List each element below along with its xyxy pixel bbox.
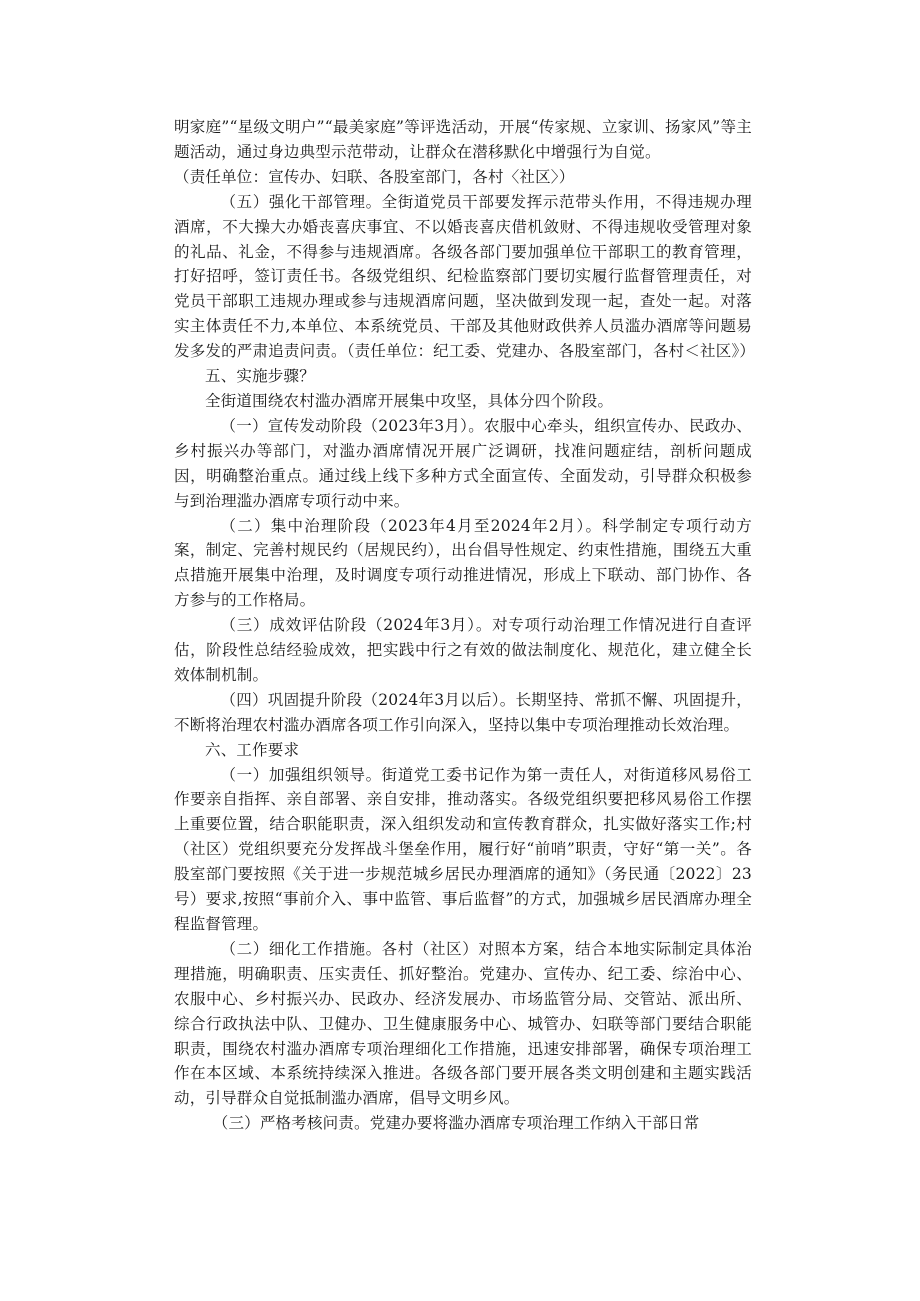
- section-heading-implementation-steps: 五、实施步骤？: [205, 367, 315, 386]
- paragraph-organizational-leadership: （一）加强组织领导。街道党工委书记作为第一责任人，对街道移风易俗工作要亲自指挥、亲自部署、亲自安排，推动落实。各级党组织要把移风易俗工作摆上重要位置，结合职能职责，深入组织发动和宣传教育群众，扎实做好落实工作;村（社区）党组织要充分发挥战斗堡垒作用，履行好“前哨”职责，守好“第一关”。各股室部门要按照《关于进一步规范城乡居民办理酒席的通知》（务民通〔2022〕23号）要求,按照“事前介入、事中监管、事后监督”的方式，加强城乡居民酒席办理全程监督管理。: [174, 765, 752, 933]
- section-heading-work-requirements: 六、工作要求: [205, 740, 300, 759]
- document-body: [174, 115, 756, 1136]
- paragraph-cadre-management: （五）强化干部管理。全街道党员干部要发挥示范带头作用，不得违规办理酒席，不大操大办婚丧喜庆事宜、不以婚丧喜庆借机敛财、不得违规收受管理对象的礼品、礼金，不得参与违规酒席。各级各部门要加强单位干部职工的教育管理，打好招呼，签订责任书。各级党组织、纪检监察部门要切实履行监督管理责任，对党员干部职工违规办理或参与违规酒席问题，坚决做到发现一起，查处一起。对落实主体责任不力,本单位、本系统党员、干部及其他财政供养人员滥办酒席等问题易发多发的严肃追责问责。（责任单位：纪工委、党建办、各股室部门，各村＜社区》）: [174, 192, 756, 361]
- paragraph-four-stages-intro: 全街道围绕农村滥办酒席开展集中攻坚，具体分四个阶段。: [205, 391, 614, 410]
- paragraph-stage-concentrated-governance: （二）集中治理阶段（2023年4月至2024年2月）。科学制定专项行动方案，制定、完善村规民约（居规民约），出台倡导性规定、约束性措施，围绕五大重点措施开展集中治理，及时调度专项行动推进情况，形成上下联动、部门协作、各方参与的工作格局。: [174, 516, 752, 610]
- paragraph-stage-evaluation: （三）成效评估阶段（2024年3月）。对专项行动治理工作情况进行自查评估，阶段性总结经验成效，把实践中行之有效的做法制度化、规范化，建立健全长效体制机制。: [174, 616, 752, 684]
- paragraph-responsibility-units-1: （责任单位：宣传办、妇联、各股室部门，各村〈社区〉）: [174, 167, 575, 186]
- paragraph-stage-publicity: （一）宣传发动阶段（2023年3月）。农服中心牵头，组织宣传办、民政办、乡村振兴办等部门，对滥办酒席情况开展广泛调研，找准问题症结，剖析问题成因，明确整治重点。通过线上线下多种方式全面宣传、全面发动，引导群众积极参与到治理滥办酒席专项行动中来。: [174, 416, 752, 510]
- paragraph-refine-measures: （二）细化工作措施。各村（社区）对照本方案，结合本地实际制定具体治理措施，明确职责、压实责任、抓好整治。党建办、宣传办、纪工委、综治中心、农服中心、乡村振兴办、民政办、经济发展办、市场监管分局、交管站、派出所、综合行政执法中队、卫健办、卫生健康服务中心、城管办、妇联等部门要结合职能职责，围绕农村滥办酒席专项治理细化工作措施，迅速安排部署，确保专项治理工作在本区域、本系统持续深入推进。各级各部门要开展各类文明创建和主题实践活动，引导群众自觉抵制滥办酒席，倡导文明乡风。: [174, 939, 752, 1108]
- paragraph-strict-assessment: （三）严格考核问责。党建办要将滥办酒席专项治理工作纳入干部日常: [212, 1114, 700, 1133]
- paragraph-family-activities: 明家庭”“星级文明户”“最美家庭”等评选活动，开展“传家规、立家训、扬家风”等主题活动，通过身边典型示范带动，让群众在潜移默化中增强行为自觉。: [174, 118, 752, 161]
- paragraph-stage-consolidation: （四）巩固提升阶段（2024年3月以后）。长期坚持、常抓不懈、巩固提升，不断将治理农村滥办酒席各项工作引向深入，坚持以集中专项治理推动长效治理。: [174, 690, 752, 734]
